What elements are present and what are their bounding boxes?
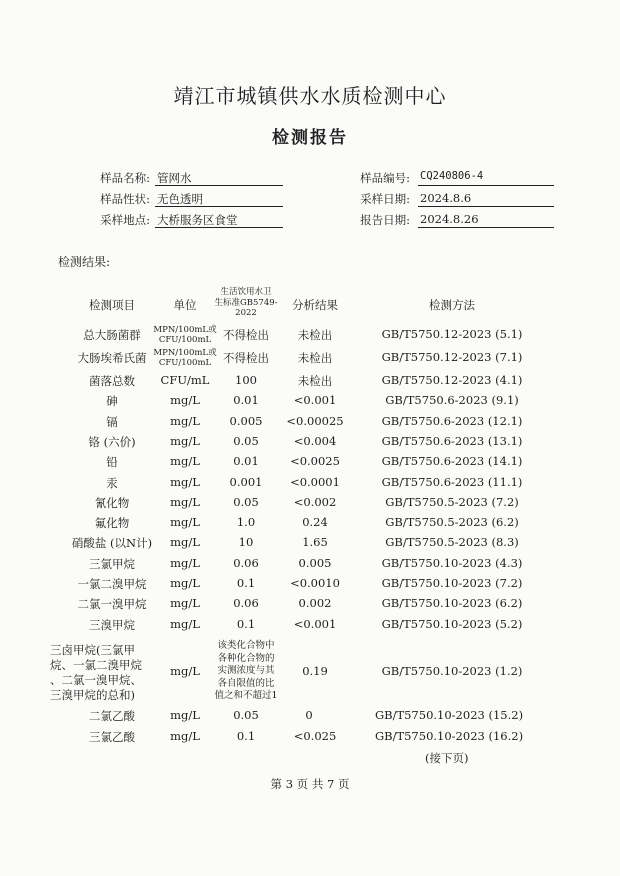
cell-result: <0.001	[293, 617, 337, 631]
cell-item-line: 三卤甲烷(三氯甲	[50, 643, 135, 657]
header-result: 分析结果	[292, 298, 338, 312]
cell-result: 0.005	[298, 556, 332, 570]
cell-item-line: 、二氯一溴甲烷、	[50, 673, 142, 687]
cell-item: 氰化物	[94, 496, 130, 510]
cell-standard: 不得检出	[223, 351, 269, 365]
cell-standard: 0.05	[233, 708, 259, 722]
cell-unit: mg/L	[170, 708, 200, 722]
sample-info-row-1	[0, 170, 620, 186]
cell-unit: mg/L	[170, 393, 200, 407]
cell-unit-line: MPN/100mL或	[153, 348, 217, 358]
cell-unit-line: CFU/100mL	[158, 335, 212, 345]
footer-page-prefix: 第	[270, 777, 283, 791]
organization-title: 靖江市城镇供水水质检测中心	[173, 84, 447, 108]
header-method: 检测方法	[429, 298, 475, 312]
cell-result: <0.001	[293, 393, 337, 407]
cell-item: 三氯甲烷	[89, 557, 135, 571]
cell-item: 大肠埃希氏菌	[77, 351, 147, 365]
cell-result: 0.24	[302, 515, 328, 529]
cell-method: GB/T5750.10-2023 (15.2)	[374, 708, 524, 722]
footer-page-suffix: 页	[337, 777, 350, 791]
header-standard-line: 2022	[235, 308, 257, 318]
cell-unit-line: CFU/100mL	[158, 358, 212, 368]
cell-unit: mg/L	[170, 556, 200, 570]
cell-method: GB/T5750.10-2023 (4.3)	[381, 556, 523, 570]
cell-standard: 0.06	[233, 556, 259, 570]
cell-result: 未检出	[297, 374, 333, 388]
cell-method: GB/T5750.5-2023 (6.2)	[385, 515, 519, 529]
cell-unit: mg/L	[170, 454, 200, 468]
sample-nature-label: 样品性状:	[100, 192, 150, 206]
cell-method: GB/T5750.12-2023 (7.1)	[381, 350, 523, 364]
cell-standard	[210, 640, 282, 703]
sampling-date-value: 2024.8.6	[418, 191, 554, 207]
footer-page-mid: 页 共	[296, 777, 324, 791]
sample-nature-value: 无色透明	[155, 191, 283, 207]
cell-item: 三溴甲烷	[89, 618, 135, 632]
cell-result: 未检出	[297, 328, 333, 342]
header-item: 检测项目	[89, 298, 135, 312]
cell-unit: mg/L	[170, 664, 200, 678]
cell-method: GB/T5750.12-2023 (5.1)	[381, 327, 523, 341]
cell-item: 菌落总数	[89, 374, 135, 388]
cell-item: 一氯二溴甲烷	[77, 577, 147, 591]
cell-unit: mg/L	[170, 414, 200, 428]
header-standard	[210, 287, 282, 319]
cell-item-line: 三溴甲烷的总和)	[50, 688, 135, 702]
cell-unit: CFU/mL	[160, 373, 210, 387]
cell-method: GB/T5750.10-2023 (1.2)	[381, 664, 523, 678]
cell-item-line: 烷、一氯二溴甲烷	[50, 658, 142, 672]
cell-standard: 10	[238, 535, 254, 549]
cell-standard: 0.01	[233, 393, 259, 407]
cell-item: 硝酸盐 (以N计)	[71, 536, 153, 550]
cell-result: <0.0025	[290, 454, 340, 468]
cell-item: 铬 (六价)	[88, 435, 136, 449]
cell-result: 1.65	[302, 535, 328, 549]
continued-note: (接下页)	[425, 751, 469, 765]
cell-item: 氟化物	[94, 516, 130, 530]
cell-unit: mg/L	[170, 495, 200, 509]
page-footer	[0, 776, 620, 792]
cell-result: 0.002	[298, 596, 332, 610]
cell-item: 汞	[106, 476, 118, 490]
cell-unit: mg/L	[170, 617, 200, 631]
cell-standard-line: 值之和不超过1	[214, 690, 278, 701]
report-date-label: 报告日期:	[360, 213, 410, 227]
cell-standard: 0.05	[233, 434, 259, 448]
cell-item: 镉	[106, 415, 118, 429]
cell-item: 砷	[106, 394, 118, 408]
cell-standard: 0.1	[236, 729, 256, 743]
sample-name-label: 样品名称:	[100, 171, 150, 185]
results-label: 检测结果:	[58, 255, 111, 269]
cell-method: GB/T5750.5-2023 (8.3)	[385, 535, 519, 549]
cell-method: GB/T5750.10-2023 (6.2)	[381, 596, 523, 610]
cell-item: 三氯乙酸	[89, 730, 135, 744]
cell-method: GB/T5750.6-2023 (13.1)	[381, 434, 523, 448]
sample-info-row-3	[0, 212, 620, 228]
cell-method: GB/T5750.10-2023 (5.2)	[381, 617, 523, 631]
cell-standard: 0.005	[229, 414, 263, 428]
sampling-site-label: 采样地点:	[100, 213, 150, 227]
cell-item	[50, 643, 160, 703]
cell-result: <0.00025	[286, 414, 344, 428]
cell-method: GB/T5750.12-2023 (4.1)	[381, 373, 523, 387]
sample-name-value: 管网水	[155, 170, 283, 186]
cell-method: GB/T5750.6-2023 (9.1)	[385, 393, 519, 407]
footer-page-total: 7	[326, 777, 335, 791]
cell-method: GB/T5750.5-2023 (7.2)	[385, 495, 519, 509]
cell-standard: 0.05	[233, 495, 259, 509]
cell-method: GB/T5750.6-2023 (14.1)	[381, 454, 523, 468]
cell-standard: 0.001	[229, 475, 263, 489]
cell-standard-line: 各种化合物的	[217, 652, 275, 664]
cell-unit-line: MPN/100mL或	[153, 325, 217, 335]
cell-unit: mg/L	[170, 729, 200, 743]
report-date-value: 2024.8.26	[418, 212, 554, 228]
cell-result: <0.004	[293, 434, 337, 448]
cell-standard: 0.06	[233, 596, 259, 610]
sample-info-row-2	[0, 191, 620, 207]
cell-standard: 0.01	[233, 454, 259, 468]
cell-method: GB/T5750.6-2023 (11.1)	[381, 475, 523, 489]
cell-standard-line: 各自限值的比	[217, 677, 275, 689]
cell-item: 二氯乙酸	[89, 709, 135, 723]
cell-item: 总大肠菌群	[83, 328, 141, 342]
cell-unit: mg/L	[170, 434, 200, 448]
cell-result: 0	[305, 708, 313, 722]
cell-standard-line: 该类化合物中	[217, 640, 275, 651]
footer-page-current: 3	[285, 777, 294, 791]
cell-unit: mg/L	[170, 475, 200, 489]
header-standard-line: 生活饮用水卫	[220, 287, 272, 297]
cell-method: GB/T5750.10-2023 (16.2)	[374, 729, 524, 743]
header-standard-line: 生标准GB5749-	[214, 297, 278, 308]
cell-method: GB/T5750.6-2023 (12.1)	[381, 414, 523, 428]
cell-result: <0.025	[293, 729, 337, 743]
cell-standard: 0.1	[236, 617, 256, 631]
sampling-site-value: 大桥服务区食堂	[155, 212, 283, 228]
header-unit: 单位	[173, 298, 197, 312]
cell-result: 0.19	[302, 664, 328, 678]
cell-result: 未检出	[297, 351, 333, 365]
cell-method: GB/T5750.10-2023 (7.2)	[381, 576, 523, 590]
cell-standard: 不得检出	[223, 328, 269, 342]
cell-unit: mg/L	[170, 535, 200, 549]
cell-result: <0.002	[293, 495, 337, 509]
sample-number-value: CQ240806-4	[418, 170, 554, 186]
cell-standard: 1.0	[236, 515, 256, 529]
cell-standard: 100	[235, 373, 257, 387]
cell-item: 二氯一溴甲烷	[77, 597, 147, 611]
cell-unit: mg/L	[170, 576, 200, 590]
sample-number-label: 样品编号:	[360, 171, 410, 185]
sampling-date-label: 采样日期:	[360, 192, 410, 206]
cell-standard: 0.1	[236, 576, 256, 590]
report-title: 检测报告	[272, 128, 348, 148]
cell-item: 铅	[106, 455, 118, 469]
cell-standard-line: 实测浓度与其	[217, 665, 275, 676]
cell-result: <0.0001	[290, 475, 340, 489]
cell-unit: mg/L	[170, 596, 200, 610]
cell-result: <0.0010	[290, 576, 340, 590]
cell-unit: mg/L	[170, 515, 200, 529]
